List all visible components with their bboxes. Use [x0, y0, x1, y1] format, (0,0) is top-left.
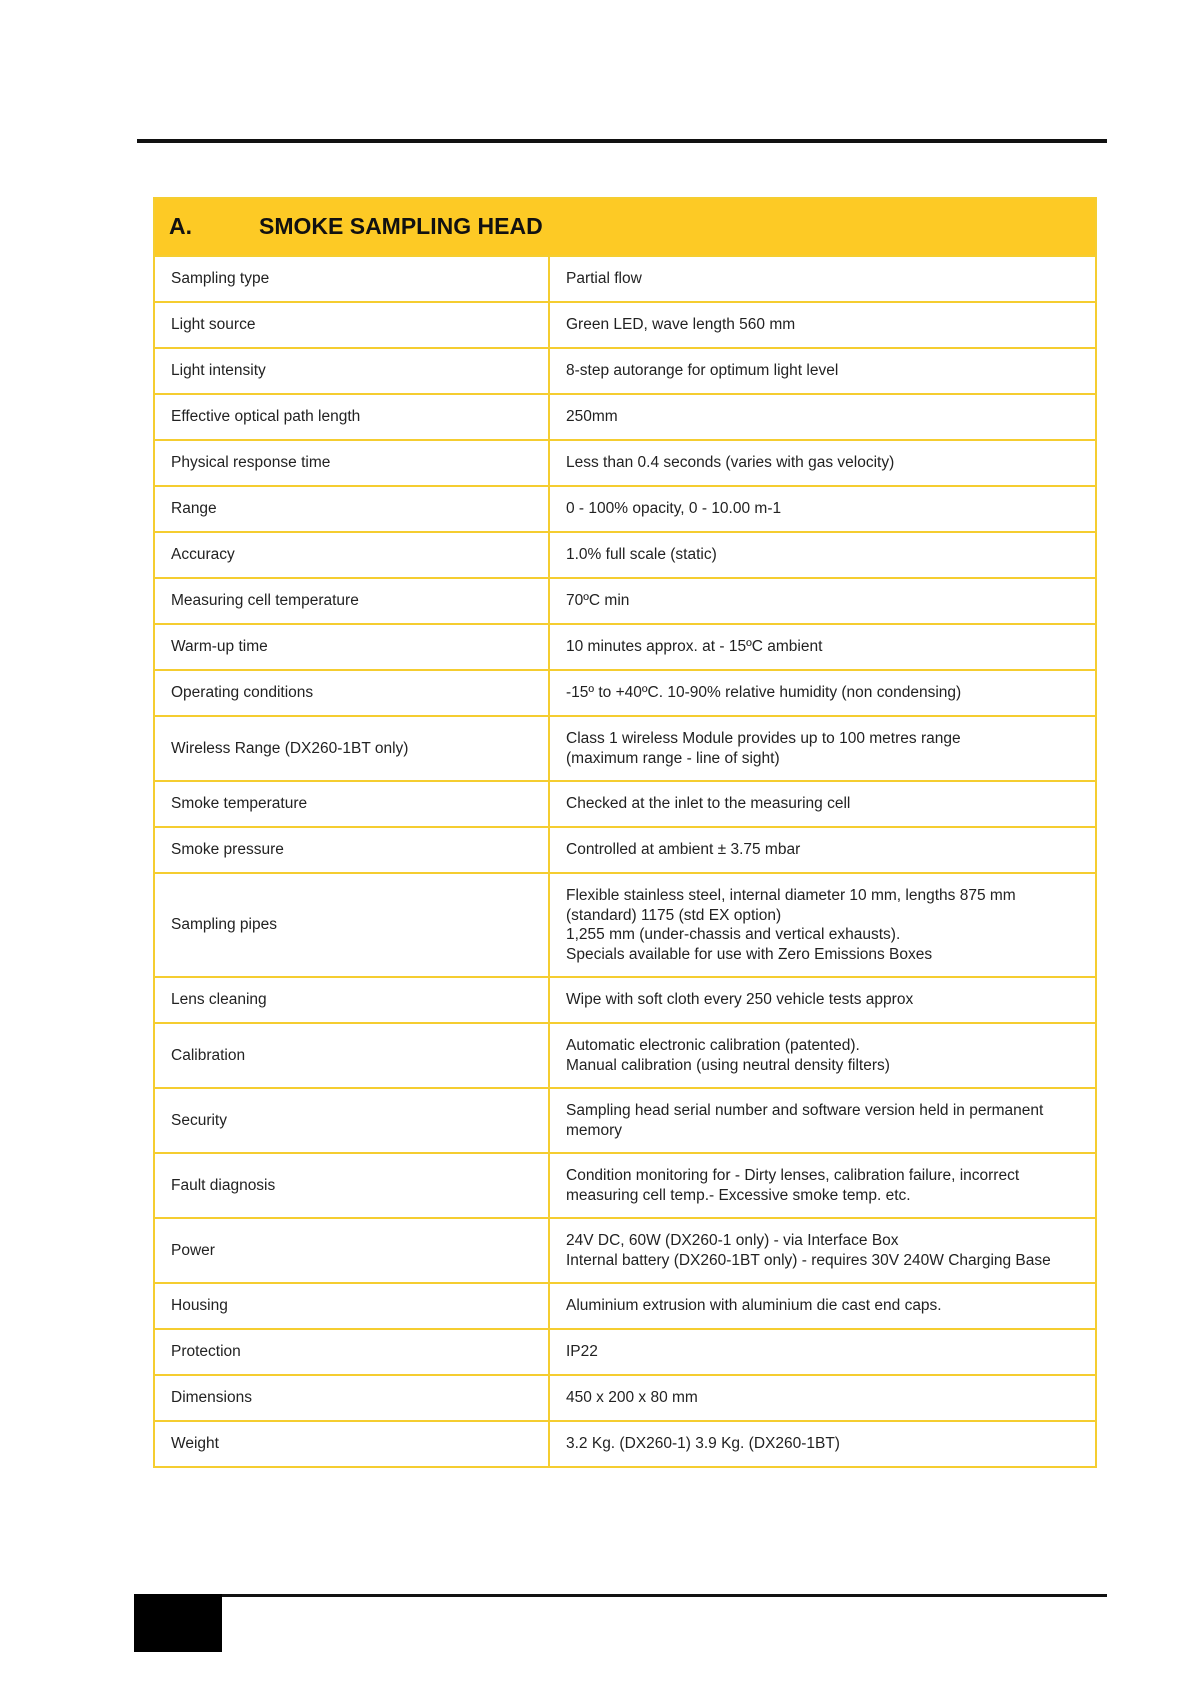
table-row: [154, 977, 1096, 1023]
spec-label: Smoke temperature: [154, 781, 549, 827]
page-tab-block: [134, 1594, 222, 1652]
spec-value: 0 - 100% opacity, 0 - 10.00 m-1: [549, 486, 1096, 532]
spec-value: -15º to +40ºC. 10-90% relative humidity (non condensing): [549, 670, 1096, 716]
spec-value: 10 minutes approx. at - 15ºC ambient: [549, 624, 1096, 670]
table-row: [154, 1329, 1096, 1375]
spec-label: Range: [154, 486, 549, 532]
table-row: [154, 781, 1096, 827]
spec-label: Sampling type: [154, 256, 549, 302]
table-row: [154, 440, 1096, 486]
table-row: [154, 302, 1096, 348]
spec-label: Physical response time: [154, 440, 549, 486]
section-header: [154, 198, 1096, 256]
table-row: [154, 348, 1096, 394]
table-row: [154, 1088, 1096, 1153]
table-row: [154, 486, 1096, 532]
spec-value: 250mm: [549, 394, 1096, 440]
spec-value: Class 1 wireless Module provides up to 100 metres range (maximum range - line of sight): [549, 716, 1096, 781]
spec-value: Less than 0.4 seconds (varies with gas velocity): [549, 440, 1096, 486]
spec-label: Lens cleaning: [154, 977, 549, 1023]
section-letter: A.: [169, 213, 192, 240]
section-heading: [154, 198, 1096, 256]
spec-label: Housing: [154, 1283, 549, 1329]
spec-label: Warm-up time: [154, 624, 549, 670]
table-row: [154, 1283, 1096, 1329]
spec-value: Controlled at ambient ± 3.75 mbar: [549, 827, 1096, 873]
spec-value: 24V DC, 60W (DX260-1 only) - via Interface Box Internal battery (DX260-1BT only) - requires 30V 240W Charging Base: [549, 1218, 1096, 1283]
spec-value: Condition monitoring for - Dirty lenses, calibration failure, incorrect measuring cell temp.- Excessive smoke temp. etc.: [549, 1153, 1096, 1218]
spec-label: Wireless Range (DX260-1BT only): [154, 716, 549, 781]
spec-value: Green LED, wave length 560 mm: [549, 302, 1096, 348]
table-row: [154, 624, 1096, 670]
spec-value: Automatic electronic calibration (patented). Manual calibration (using neutral density filters): [549, 1023, 1096, 1088]
table-row: [154, 716, 1096, 781]
table-row: [154, 532, 1096, 578]
spec-value: IP22: [549, 1329, 1096, 1375]
spec-value: Aluminium extrusion with aluminium die cast end caps.: [549, 1283, 1096, 1329]
spec-value: 1.0% full scale (static): [549, 532, 1096, 578]
spec-label: Power: [154, 1218, 549, 1283]
spec-label: Calibration: [154, 1023, 549, 1088]
spec-table: [153, 197, 1097, 1468]
spec-label: Measuring cell temperature: [154, 578, 549, 624]
table-row: [154, 394, 1096, 440]
spec-label: Accuracy: [154, 532, 549, 578]
spec-value: 450 x 200 x 80 mm: [549, 1375, 1096, 1421]
table-row: [154, 256, 1096, 302]
table-row: [154, 1023, 1096, 1088]
table-row: [154, 1218, 1096, 1283]
table-row: [154, 1153, 1096, 1218]
table-row: [154, 578, 1096, 624]
spec-value: Wipe with soft cloth every 250 vehicle tests approx: [549, 977, 1096, 1023]
spec-value: 70ºC min: [549, 578, 1096, 624]
spec-label: Protection: [154, 1329, 549, 1375]
spec-label: Security: [154, 1088, 549, 1153]
table-row: [154, 670, 1096, 716]
table-row: [154, 1421, 1096, 1467]
spec-value: Flexible stainless steel, internal diameter 10 mm, lengths 875 mm (standard) 1175 (std EX option) 1,255 mm (under-chassis and vertical exhausts). Specials available for use with Zero Emissions Boxes: [549, 873, 1096, 977]
spec-value: Partial flow: [549, 256, 1096, 302]
spec-value: Checked at the inlet to the measuring cell: [549, 781, 1096, 827]
spec-label: Light source: [154, 302, 549, 348]
spec-label: Dimensions: [154, 1375, 549, 1421]
spec-label: Weight: [154, 1421, 549, 1467]
spec-label: Smoke pressure: [154, 827, 549, 873]
table-row: [154, 827, 1096, 873]
footer-rule: [134, 1594, 1107, 1597]
table-row: [154, 873, 1096, 977]
spec-label: Fault diagnosis: [154, 1153, 549, 1218]
spec-label: Operating conditions: [154, 670, 549, 716]
header-rule: [137, 139, 1107, 143]
spec-rows: [154, 256, 1096, 1467]
section-title: SMOKE SAMPLING HEAD: [259, 213, 543, 240]
spec-value: 3.2 Kg. (DX260-1) 3.9 Kg. (DX260-1BT): [549, 1421, 1096, 1467]
spec-label: Light intensity: [154, 348, 549, 394]
table-row: [154, 1375, 1096, 1421]
spec-label: Sampling pipes: [154, 873, 549, 977]
spec-value: 8-step autorange for optimum light level: [549, 348, 1096, 394]
spec-value: Sampling head serial number and software version held in permanent memory: [549, 1088, 1096, 1153]
spec-label: Effective optical path length: [154, 394, 549, 440]
